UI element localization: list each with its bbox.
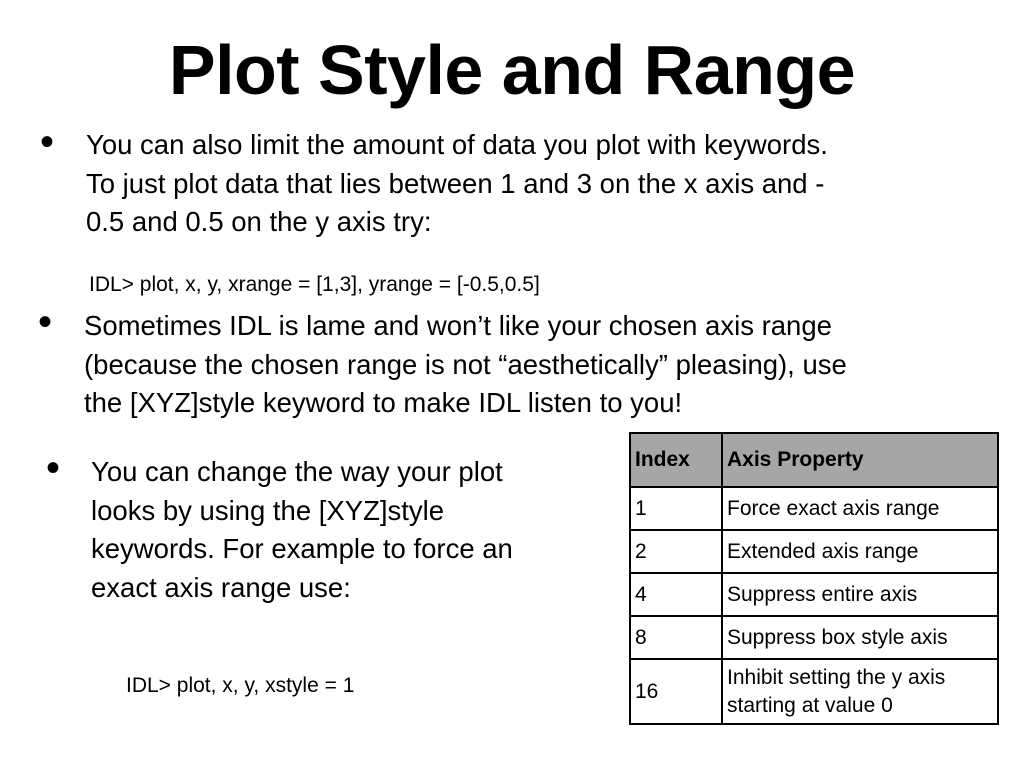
table-cell-index: 2 (630, 530, 722, 573)
bullet-3-text (91, 453, 513, 607)
bullet-2-line: Sometimes IDL is lame and won’t like your chosen axis range (84, 310, 832, 341)
table-cell-property: Suppress entire axis (722, 573, 998, 616)
table-header-property: Axis Property (722, 433, 998, 487)
bullet-2-marker: • (38, 300, 53, 344)
bullet-3-marker: • (46, 446, 61, 490)
bullet-2-line: (because the chosen range is not “aesthetically” pleasing), use (84, 348, 847, 380)
bullet-1-text (86, 126, 828, 242)
code-example-range: IDL> plot, x, y, xrange = [1,3], yrange = [-0.5,0.5] (89, 273, 540, 296)
table-cell-index: 16 (630, 659, 722, 724)
table-cell-property-line: Inhibit setting the y axis (727, 665, 946, 689)
table-row (630, 530, 998, 573)
table-cell-index: 8 (630, 616, 722, 659)
bullet-3-line: looks by using the [XYZ]style (91, 494, 445, 526)
table-cell-property: Force exact axis range (722, 487, 998, 530)
bullet-1-line: You can also limit the amount of data you plot with keywords. (86, 129, 828, 160)
bullet-2-text (84, 307, 847, 423)
table-cell-property-line: starting at value 0 (727, 693, 893, 717)
table-row (630, 616, 998, 659)
bullet-3-line: exact axis range use: (91, 571, 351, 603)
axis-style-table (629, 432, 999, 725)
table-cell-property: Extended axis range (722, 530, 998, 573)
table-row (630, 573, 998, 616)
bullet-3-line: keywords. For example to force an (91, 533, 513, 564)
bullet-1-line: 0.5 and 0.5 on the y axis try: (86, 206, 432, 237)
table-header-index: Index (630, 433, 722, 487)
table-cell-property: Suppress box style axis (722, 616, 998, 659)
bullet-3-line: You can change the way your plot (91, 456, 503, 487)
bullet-2-line: the [XYZ]style keyword to make IDL listen to you! (84, 387, 683, 418)
table-row (630, 487, 998, 530)
bullet-1-marker: • (40, 120, 55, 164)
slide-title: Plot Style and Range (168, 31, 856, 109)
code-example-xstyle: IDL> plot, x, y, xstyle = 1 (126, 674, 355, 697)
table-cell-index: 1 (630, 487, 722, 530)
bullet-1-line: To just plot data that lies between 1 and 3 on the x axis and - (86, 167, 825, 199)
table-cell-index: 4 (630, 573, 722, 616)
table-header-row (630, 433, 998, 487)
table-cell-property (722, 659, 998, 724)
table-row (630, 659, 998, 724)
